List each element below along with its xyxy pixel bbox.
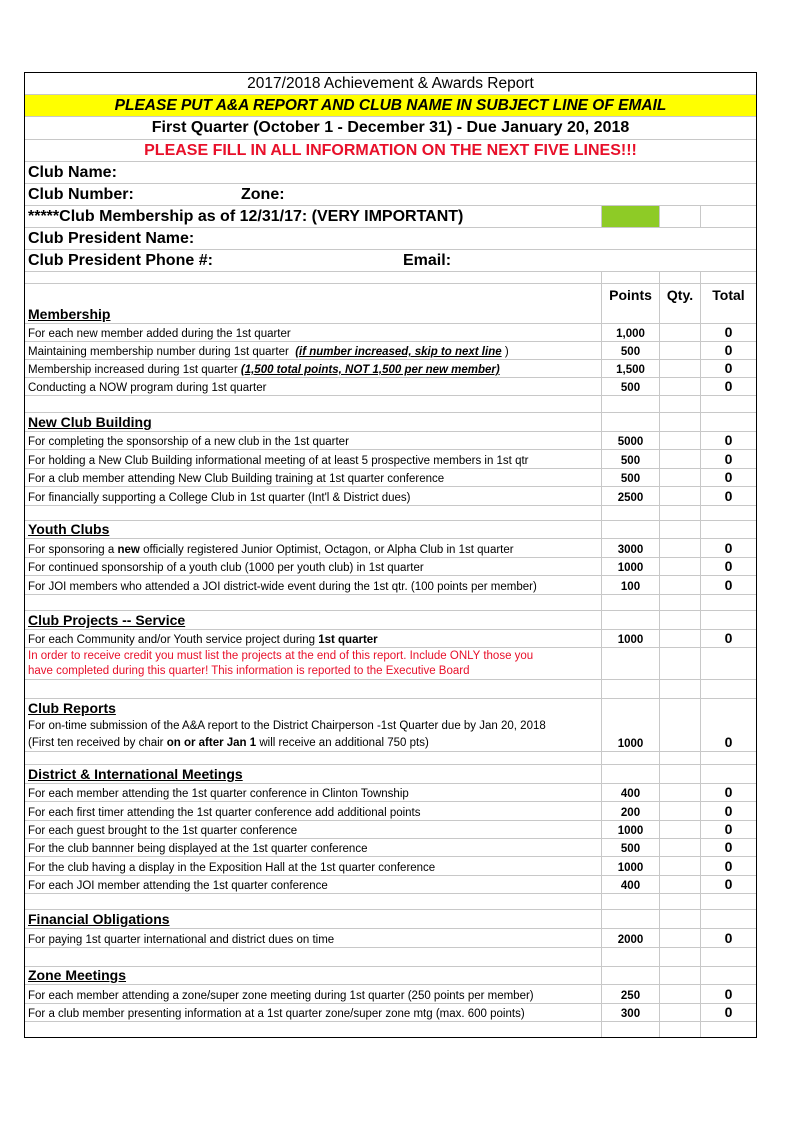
item-description-line: For on-time submission of the A&A report to the District Chairperson -1st Quarter due by Jan 20, 2018 (28, 720, 546, 732)
item-description: For a club member attending New Club Building training at 1st quarter conference (28, 473, 445, 485)
table-row (25, 784, 756, 802)
table-row (25, 539, 756, 558)
item-points: 1,500 (601, 360, 659, 377)
item-qty-input[interactable] (659, 876, 700, 893)
table-row (25, 558, 756, 576)
table-row (25, 839, 756, 857)
table-row (25, 821, 756, 839)
spacer-row (25, 396, 756, 413)
table-row (25, 487, 756, 506)
item-qty-input[interactable] (659, 487, 700, 505)
item-description-text: For sponsoring a (28, 544, 115, 556)
item-description (25, 717, 601, 751)
item-total: 0 (700, 802, 756, 820)
item-total: 0 (700, 360, 756, 377)
item-note: (1,500 total points, NOT 1,500 per new member) (240, 364, 500, 376)
item-total: 0 (700, 469, 756, 486)
item-qty-input[interactable] (659, 432, 700, 449)
table-row (25, 929, 756, 948)
item-total: 0 (700, 717, 756, 751)
item-note: (if number increased, skip to next line (295, 346, 502, 358)
section-title: New Club Building (28, 414, 152, 430)
table-row (25, 576, 756, 595)
item-qty-input[interactable] (659, 802, 700, 820)
item-total: 0 (700, 985, 756, 1003)
item-description (25, 630, 601, 647)
item-points: 5000 (601, 432, 659, 449)
item-emphasis: new (117, 544, 140, 556)
item-total: 0 (700, 857, 756, 875)
spacer-row (25, 752, 756, 765)
item-total: 0 (700, 558, 756, 575)
item-points: 400 (601, 876, 659, 893)
item-description: Conducting a NOW program during 1st quarter (28, 382, 267, 394)
item-description-text: Membership increased during 1st quarter (28, 364, 238, 376)
membership-count-input[interactable] (601, 206, 659, 227)
table-row (25, 432, 756, 450)
table-row (25, 802, 756, 821)
item-points: 100 (601, 576, 659, 594)
fill-notice-row (25, 140, 756, 162)
report-title: 2017/2018 Achievement & Awards Report (247, 74, 534, 92)
item-description: For financially supporting a College Club in 1st quarter (Int'l & District dues) (28, 492, 411, 504)
item-description: For each JOI member attending the 1st quarter conference (28, 880, 328, 892)
item-description: For completing the sponsorship of a new club in the 1st quarter (28, 436, 349, 448)
item-description (25, 360, 601, 377)
section-title: District & International Meetings (28, 766, 243, 782)
item-total: 0 (700, 821, 756, 838)
president-phone-label: Club President Phone #: (28, 251, 213, 269)
item-description: For JOI members who attended a JOI district-wide event during the 1st qtr. (100 points per member) (28, 581, 537, 593)
membership-count-total (700, 206, 756, 227)
achievement-report-form (24, 72, 757, 1038)
item-description-text: For each Community and/or Youth service project during (28, 634, 316, 646)
item-description: For each guest brought to the 1st quarter conference (28, 825, 298, 837)
table-row (25, 985, 756, 1004)
qty-column-header: Qty. (659, 284, 700, 306)
item-qty-input[interactable] (659, 929, 700, 947)
item-total: 0 (700, 324, 756, 341)
item-points: 500 (601, 342, 659, 359)
table-row (25, 378, 756, 396)
item-description: For paying 1st quarter international and district dues on time (28, 934, 335, 946)
item-qty-input[interactable] (659, 717, 700, 751)
item-qty-input[interactable] (659, 324, 700, 341)
item-qty-input[interactable] (659, 839, 700, 856)
item-qty-input[interactable] (659, 469, 700, 486)
column-header-row (25, 284, 756, 306)
item-qty-input[interactable] (659, 821, 700, 838)
table-row (25, 450, 756, 469)
club-name-row[interactable] (25, 162, 756, 184)
projects-note-row (25, 648, 756, 680)
item-points: 500 (601, 469, 659, 486)
item-qty-input[interactable] (659, 558, 700, 575)
item-total: 0 (700, 876, 756, 893)
section-header-membership (25, 306, 756, 324)
item-points: 200 (601, 802, 659, 820)
item-points: 500 (601, 839, 659, 856)
email-banner-row (25, 95, 756, 117)
item-description: For continued sponsorship of a youth club (1000 per youth club) in 1st quarter (28, 562, 424, 574)
club-number-label: Club Number: (28, 185, 134, 203)
item-points: 1000 (601, 558, 659, 575)
item-points: 400 (601, 784, 659, 801)
section-header-reports (25, 699, 756, 717)
section-header-new-club (25, 413, 756, 432)
spacer-row (25, 595, 756, 611)
item-description: For each new member added during the 1st quarter (28, 328, 291, 340)
item-emphasis: on or after Jan 1 (166, 737, 257, 749)
table-row (25, 342, 756, 360)
club-name-label: Club Name: (28, 163, 117, 181)
item-points: 1000 (601, 630, 659, 647)
item-description-text: Maintaining membership number during 1st quarter (28, 346, 289, 358)
item-description (25, 539, 601, 557)
item-qty-input[interactable] (659, 539, 700, 557)
table-row (25, 630, 756, 648)
item-points: 300 (601, 1004, 659, 1021)
item-points: 250 (601, 985, 659, 1003)
projects-note (25, 648, 601, 679)
item-description-text: will receive an additional 750 pts) (259, 737, 429, 749)
report-title-row (25, 73, 756, 95)
section-header-zone (25, 967, 756, 985)
item-points: 1,000 (601, 324, 659, 341)
projects-note-line: have completed during this quarter! This information is reported to the Executive Board (28, 665, 470, 677)
table-row (25, 360, 756, 378)
projects-note-line: In order to receive credit you must list the projects at the end of this report. Include ONLY those you (28, 650, 534, 662)
membership-count-qty (659, 206, 700, 227)
item-total: 0 (700, 432, 756, 449)
item-emphasis: 1st quarter (318, 634, 378, 646)
email-banner: PLEASE PUT A&A REPORT AND CLUB NAME IN SUBJECT LINE OF EMAIL (114, 96, 667, 114)
section-title: Youth Clubs (28, 521, 110, 537)
item-points: 1000 (601, 857, 659, 875)
item-description: For each member attending a zone/super zone meeting during 1st quarter (250 points per member) (28, 990, 534, 1002)
section-title: Club Reports (28, 700, 116, 716)
item-description: For the club bannner being displayed at the 1st quarter conference (28, 843, 368, 855)
section-header-meetings (25, 765, 756, 784)
item-qty-input[interactable] (659, 450, 700, 468)
section-title: Zone Meetings (28, 967, 127, 983)
item-points: 1000 (601, 821, 659, 838)
item-qty-input[interactable] (659, 985, 700, 1003)
item-qty-input[interactable] (659, 342, 700, 359)
spacer-row (25, 894, 756, 910)
item-description-line (28, 735, 601, 752)
item-qty-input[interactable] (659, 857, 700, 875)
points-column-header: Points (601, 284, 659, 306)
item-total: 0 (700, 839, 756, 856)
item-description-text: officially registered Junior Optimist, Octagon, or Alpha Club in 1st quarter (143, 544, 514, 556)
table-row (25, 717, 756, 752)
item-description (25, 342, 601, 359)
item-description-text: (First ten received by chair (28, 737, 164, 749)
item-qty-input[interactable] (659, 630, 700, 647)
section-header-financial (25, 910, 756, 929)
president-name-row[interactable] (25, 228, 756, 250)
item-total: 0 (700, 1004, 756, 1021)
table-row (25, 469, 756, 487)
quarter-due-date: First Quarter (October 1 - December 31) - Due January 20, 2018 (151, 119, 630, 136)
item-qty-input[interactable] (659, 378, 700, 395)
item-total: 0 (700, 378, 756, 395)
item-description: For each member attending the 1st quarter conference in Clinton Township (28, 788, 409, 800)
total-column-header: Total (700, 284, 756, 306)
item-qty-input[interactable] (659, 360, 700, 377)
spacer-row (25, 1022, 756, 1037)
section-title: Membership (28, 306, 111, 322)
email-label: Email: (403, 251, 452, 269)
item-description: For a club member presenting information at a 1st quarter zone/super zone mtg (max. 600 points) (28, 1008, 525, 1020)
president-phone-row[interactable] (25, 250, 756, 272)
club-number-row[interactable] (25, 184, 756, 206)
membership-count-label: *****Club Membership as of 12/31/17: (VERY IMPORTANT) (28, 207, 464, 225)
table-row (25, 876, 756, 894)
item-qty-input[interactable] (659, 784, 700, 801)
item-total: 0 (700, 342, 756, 359)
item-total: 0 (700, 784, 756, 801)
membership-count-row (25, 206, 756, 228)
item-qty-input[interactable] (659, 576, 700, 594)
spacer-row (25, 948, 756, 967)
fill-notice: PLEASE FILL IN ALL INFORMATION ON THE NEXT FIVE LINES!!! (144, 141, 637, 159)
item-points: 2000 (601, 929, 659, 947)
item-qty-input[interactable] (659, 1004, 700, 1021)
item-points: 3000 (601, 539, 659, 557)
table-row (25, 857, 756, 876)
section-title: Financial Obligations (28, 911, 170, 927)
item-total: 0 (700, 576, 756, 594)
item-points: 1000 (601, 717, 659, 751)
zone-label: Zone: (241, 185, 285, 203)
item-description: For each first timer attending the 1st quarter conference add additional points (28, 807, 421, 819)
president-name-label: Club President Name: (28, 229, 195, 247)
item-total: 0 (700, 630, 756, 647)
item-points: 2500 (601, 487, 659, 505)
item-total: 0 (700, 450, 756, 468)
spacer-row (25, 506, 756, 521)
item-total: 0 (700, 929, 756, 947)
quarter-row (25, 117, 756, 140)
section-title: Club Projects -- Service (28, 612, 186, 628)
section-header-projects (25, 611, 756, 630)
spacer-row (25, 272, 756, 284)
item-description: For the club having a display in the Exposition Hall at the 1st quarter conference (28, 862, 436, 874)
table-row (25, 1004, 756, 1022)
item-total: 0 (700, 539, 756, 557)
section-header-youth (25, 521, 756, 539)
item-note-close: ) (504, 346, 509, 358)
item-total: 0 (700, 487, 756, 505)
item-points: 500 (601, 378, 659, 395)
spacer-row (25, 680, 756, 699)
item-description: For holding a New Club Building informational meeting of at least 5 prospective members in 1st qtr (28, 455, 529, 467)
item-points: 500 (601, 450, 659, 468)
table-row (25, 324, 756, 342)
